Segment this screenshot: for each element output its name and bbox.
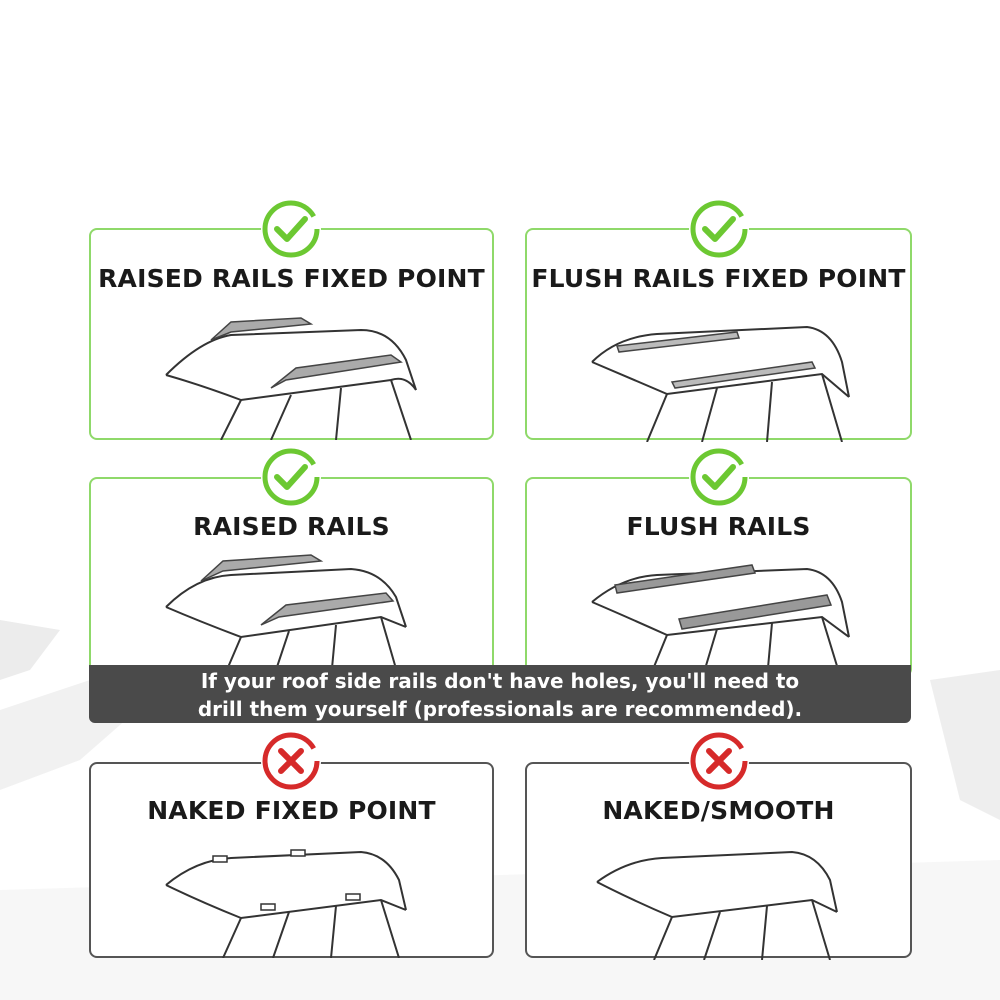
card-title: NAKED/SMOOTH <box>602 796 835 825</box>
check-icon <box>686 196 752 262</box>
car-roof-raised-rails-illustration <box>161 547 421 679</box>
banner-line-1: If your roof side rails don't have holes, you'll need to <box>200 669 800 693</box>
card-title: FLUSH RAILS FIXED POINT <box>531 264 906 293</box>
card-title: NAKED FIXED POINT <box>147 796 436 825</box>
car-roof-raised-rails-fixed-point-illustration <box>161 300 441 440</box>
cross-icon <box>258 728 324 794</box>
card-title: RAISED RAILS <box>193 512 390 541</box>
check-icon <box>686 444 752 510</box>
card-title: RAISED RAILS FIXED POINT <box>98 264 485 293</box>
banner-line-2: drill them yourself (professionals are recommended). <box>197 697 803 721</box>
car-roof-flush-rails-fixed-point-illustration <box>587 302 857 442</box>
car-roof-flush-rails-illustration <box>587 547 857 679</box>
card-title: FLUSH RAILS <box>626 512 811 541</box>
cross-icon <box>686 728 752 794</box>
car-roof-naked-fixed-point-illustration <box>161 830 421 958</box>
check-icon <box>258 196 324 262</box>
check-icon <box>258 444 324 510</box>
drilling-notice-banner <box>89 665 911 723</box>
car-roof-naked-smooth-illustration <box>592 832 852 960</box>
